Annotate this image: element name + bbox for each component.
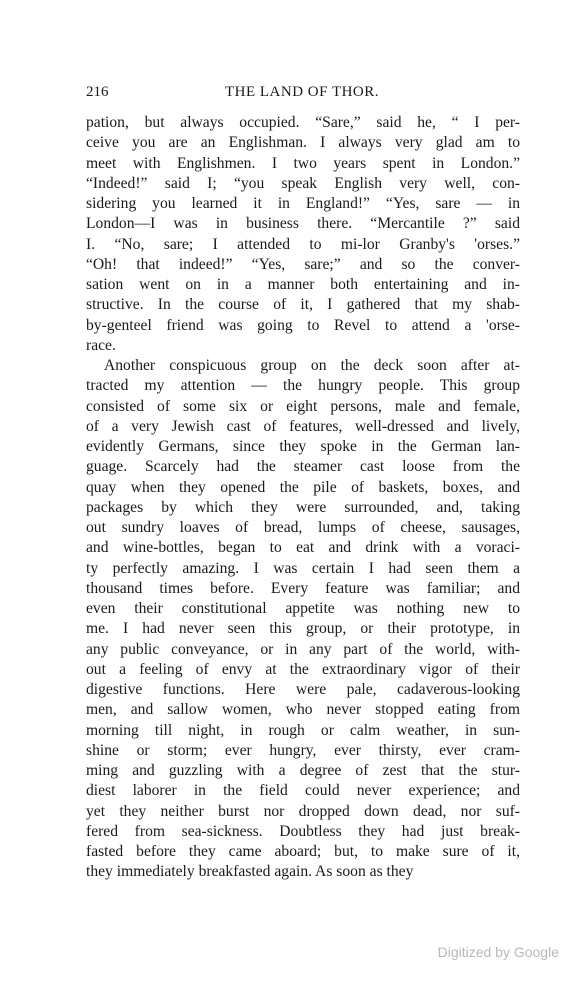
text-line: thousand times before. Every feature was familiar; and — [86, 579, 520, 597]
text-line: me. I had never seen this group, or their prototype, in — [86, 620, 520, 638]
text-line: out sundry loaves of bread, lumps of cheese, sausages, — [86, 519, 520, 536]
text-line: “Indeed!” said I; “you speak English very well, con- — [86, 174, 520, 192]
text-line: “Oh! that indeed!” “Yes, sare;” and so the conver- — [86, 255, 520, 273]
text-line: of a very Jewish cast of features, well-dressed and lively, — [86, 417, 520, 435]
text-line: diest laborer in the field could never experience; and — [86, 782, 520, 800]
text-line: Another conspicuous group on the deck soon after at- — [104, 357, 520, 374]
text-line: ty perfectly amazing. I was certain I had seen them a — [86, 559, 520, 577]
text-line: packages by which they were surrounded, and, taking — [86, 498, 520, 516]
body-text — [86, 113, 520, 883]
text-line: tracted my attention — the hungry people. This group — [86, 377, 520, 395]
text-line: morning till night, in rough or calm weather, in sun- — [86, 721, 520, 739]
page-header — [86, 82, 518, 102]
page-number: 216 — [86, 84, 109, 100]
text-line: by-genteel friend was going to Revel to attend a 'orse- — [86, 316, 520, 334]
running-title: THE LAND OF THOR. — [224, 84, 380, 100]
text-line: structive. In the course of it, I gathered that my shab- — [86, 296, 520, 314]
text-line: fered from sea-sickness. Doubtless they had just break- — [86, 822, 520, 840]
text-line: guage. Scarcely had the steamer cast loose from the — [86, 458, 520, 476]
text-line: even their constitutional appetite was nothing new to — [86, 600, 520, 617]
text-line: meet with Englishmen. I two years spent in London.” — [86, 154, 520, 172]
text-line: sidering you learned it in England!” “Yes, sare — in — [86, 195, 520, 212]
text-line: race. — [86, 336, 116, 354]
text-line: yet they neither burst nor dropped down dead, nor suf- — [86, 802, 520, 820]
text-line: any public conveyance, or in any part of the world, with- — [86, 640, 520, 658]
digitized-watermark: Digitized by Google — [437, 944, 559, 960]
text-line: pation, but always occupied. “Sare,” said he, “ I per- — [86, 114, 520, 131]
text-line: consisted of some six or eight persons, male and female, — [86, 397, 520, 415]
text-line: sation went on in a manner both entertaining and in- — [86, 276, 520, 293]
text-line: digestive functions. Here were pale, cadaverous-looking — [86, 681, 520, 698]
text-line: shine or storm; ever hungry, ever thirsty, ever cram- — [86, 741, 520, 759]
text-line: ming and guzzling with a degree of zest that the stur- — [86, 762, 520, 779]
text-line: quay when they opened the pile of baskets, boxes, and — [86, 478, 520, 496]
text-line: fasted before they came aboard; but, to make sure of it, — [86, 843, 520, 860]
text-line: men, and sallow women, who never stopped eating from — [86, 701, 520, 719]
text-line: out a feeling of envy at the extraordinary vigor of their — [86, 660, 520, 678]
text-line: evidently Germans, since they spoke in the German lan- — [86, 438, 520, 455]
text-line: I. “No, sare; I attended to mi-lor Granby's 'orses.” — [86, 235, 520, 253]
text-line: they immediately breakfasted again. As soon as they — [86, 863, 414, 881]
text-line: ceive you are an Englishman. I always very glad am to — [86, 134, 520, 152]
paragraph — [86, 356, 520, 883]
text-line: London—I was in business there. “Mercantile ?” said — [86, 215, 520, 233]
paragraph — [86, 113, 520, 356]
text-line: and wine-bottles, began to eat and drink with a voraci- — [86, 539, 520, 557]
